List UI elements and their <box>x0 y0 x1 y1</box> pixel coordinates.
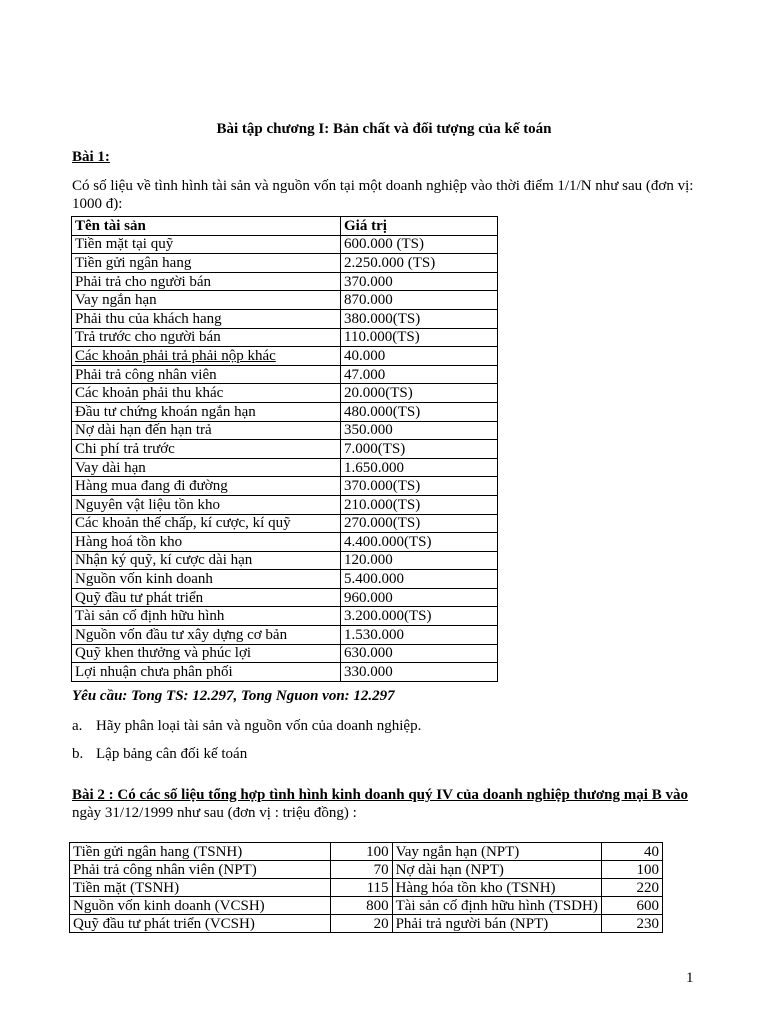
asset-value-cell: 47.000 <box>341 365 498 384</box>
bai2-heading <box>72 786 702 822</box>
asset-name-cell: Vay dài hạn <box>72 458 341 477</box>
right-amount-cell: 600 <box>601 897 662 915</box>
right-item-cell: Nợ dài hạn (NPT) <box>392 861 601 879</box>
table-row <box>72 570 498 589</box>
table-row <box>72 421 498 440</box>
item-text: Lập bảng cân đối kế toán <box>96 746 248 762</box>
left-amount-cell: 70 <box>331 861 392 879</box>
asset-name-cell: Quỹ khen thưởng và phúc lợi <box>72 644 341 663</box>
asset-name-cell: Hàng hoá tồn kho <box>72 533 341 552</box>
table-row <box>70 915 663 933</box>
asset-name-cell: Vay ngắn hạn <box>72 291 341 310</box>
asset-name-cell: Tiền mặt tại quỹ <box>72 235 341 254</box>
table-row <box>72 347 498 366</box>
asset-value-cell: 2.250.000 (TS) <box>341 254 498 273</box>
right-amount-cell: 40 <box>601 843 662 861</box>
asset-value-cell: 870.000 <box>341 291 498 310</box>
left-amount-cell: 800 <box>331 897 392 915</box>
asset-name-cell: Quỹ đầu tư phát triển <box>72 588 341 607</box>
bai1-intro: Có số liệu về tình hình tài sản và nguồn vốn tại một doanh nghiệp vào thời điểm 1/1/N như sau (đơn vị: 1000 đ): <box>72 178 694 212</box>
bai1-heading: Bài 1: <box>72 149 110 165</box>
table-row <box>72 644 498 663</box>
item-label: a. <box>72 718 83 734</box>
item-label: b. <box>72 746 84 762</box>
table-row <box>72 663 498 682</box>
asset-value-cell: 270.000(TS) <box>341 514 498 533</box>
header-name: Tên tài sản <box>72 217 341 236</box>
table-row <box>72 254 498 273</box>
asset-name-cell: Tài sản cố định hữu hình <box>72 607 341 626</box>
asset-value-cell: 350.000 <box>341 421 498 440</box>
table-row <box>72 626 498 645</box>
bai2-heading-bold: Bài 2 : Có các số liệu tổng hợp tình hình kinh doanh quý IV của doanh nghiệp thương mại B vào <box>72 787 688 803</box>
bai1-table-body <box>72 235 498 681</box>
left-item-cell: Tiền mặt (TSNH) <box>70 879 331 897</box>
asset-value-cell: 110.000(TS) <box>341 328 498 347</box>
asset-name-cell: Nguồn vốn kinh doanh <box>72 570 341 589</box>
asset-value-cell: 370.000(TS) <box>341 477 498 496</box>
asset-name-cell: Tiền gửi ngân hang <box>72 254 341 273</box>
asset-value-cell: 1.530.000 <box>341 626 498 645</box>
asset-value-cell: 20.000(TS) <box>341 384 498 403</box>
right-amount-cell: 230 <box>601 915 662 933</box>
asset-value-cell: 7.000(TS) <box>341 440 498 459</box>
table-row <box>72 440 498 459</box>
bai1-item-a <box>72 718 421 735</box>
left-item-cell: Nguồn vốn kinh doanh (VCSH) <box>70 897 331 915</box>
asset-value-cell: 480.000(TS) <box>341 402 498 421</box>
bai1-item-b <box>72 746 247 763</box>
table-row <box>72 309 498 328</box>
asset-value-cell: 330.000 <box>341 663 498 682</box>
page-number: 1 <box>686 970 694 986</box>
asset-name-cell: Trả trước cho người bán <box>72 328 341 347</box>
table-row <box>70 897 663 915</box>
left-amount-cell: 115 <box>331 879 392 897</box>
asset-value-cell: 5.400.000 <box>341 570 498 589</box>
asset-value-cell: 380.000(TS) <box>341 309 498 328</box>
left-item-cell: Phải trả công nhân viên (NPT) <box>70 861 331 879</box>
asset-value-cell: 600.000 (TS) <box>341 235 498 254</box>
asset-name-cell: Phải thu của khách hang <box>72 309 341 328</box>
asset-name-cell: Chi phí trả trước <box>72 440 341 459</box>
table-row <box>72 328 498 347</box>
asset-value-cell: 3.200.000(TS) <box>341 607 498 626</box>
bai1-requirement: Yêu cầu: Tong TS: 12.297, Tong Nguon von: 12.297 <box>72 688 395 704</box>
asset-name-cell: Nguyên vật liệu tồn kho <box>72 495 341 514</box>
asset-name-cell: Phải trả công nhân viên <box>72 365 341 384</box>
table-row <box>72 477 498 496</box>
page-title: Bài tập chương I: Bản chất và đối tượng của kế toán <box>216 121 552 137</box>
bai1-table <box>71 216 498 682</box>
asset-name-cell: Nợ dài hạn đến hạn trả <box>72 421 341 440</box>
table-row <box>70 879 663 897</box>
asset-name-cell: Đầu tư chứng khoán ngắn hạn <box>72 402 341 421</box>
table-row <box>72 235 498 254</box>
right-item-cell: Hàng hóa tồn kho (TSNH) <box>392 879 601 897</box>
left-amount-cell: 100 <box>331 843 392 861</box>
table-row <box>72 495 498 514</box>
asset-value-cell: 4.400.000(TS) <box>341 533 498 552</box>
table-row <box>72 514 498 533</box>
asset-value-cell: 630.000 <box>341 644 498 663</box>
table-row <box>72 291 498 310</box>
table-row <box>72 365 498 384</box>
asset-value-cell: 370.000 <box>341 272 498 291</box>
right-item-cell: Tài sản cố định hữu hình (TSDH) <box>392 897 601 915</box>
table-row <box>72 533 498 552</box>
asset-value-cell: 1.650.000 <box>341 458 498 477</box>
asset-name-cell: Các khoản thế chấp, kí cược, kí quỹ <box>72 514 341 533</box>
table-row <box>70 843 663 861</box>
asset-name-cell: Lợi nhuận chưa phân phối <box>72 663 341 682</box>
asset-value-cell: 40.000 <box>341 347 498 366</box>
right-item-cell: Vay ngắn hạn (NPT) <box>392 843 601 861</box>
table-row <box>72 588 498 607</box>
table-row <box>72 272 498 291</box>
table-row <box>72 384 498 403</box>
right-amount-cell: 220 <box>601 879 662 897</box>
left-item-cell: Tiền gửi ngân hang (TSNH) <box>70 843 331 861</box>
table-row <box>72 551 498 570</box>
bai1-table-header-row <box>72 217 498 236</box>
table-row <box>70 861 663 879</box>
asset-value-cell: 210.000(TS) <box>341 495 498 514</box>
asset-name-cell: Phải trả cho người bán <box>72 272 341 291</box>
right-amount-cell: 100 <box>601 861 662 879</box>
bai2-table <box>69 842 663 933</box>
asset-name-cell: Các khoản phải thu khác <box>72 384 341 403</box>
asset-value-cell: 960.000 <box>341 588 498 607</box>
table-row <box>72 402 498 421</box>
asset-name-cell: Các khoản phải trả phải nộp khác <box>72 347 341 366</box>
table-row <box>72 458 498 477</box>
asset-name-cell: Nguồn vốn đầu tư xây dựng cơ bản <box>72 626 341 645</box>
bai2-table-body <box>70 843 663 933</box>
header-value: Giá trị <box>341 217 498 236</box>
right-item-cell: Phải trả người bán (NPT) <box>392 915 601 933</box>
bai2-heading-rest: ngày 31/12/1999 như sau (đơn vị : triệu đồng) : <box>72 805 357 821</box>
left-item-cell: Quỹ đầu tư phát triển (VCSH) <box>70 915 331 933</box>
asset-value-cell: 120.000 <box>341 551 498 570</box>
table-row <box>72 607 498 626</box>
item-text: Hãy phân loại tài sản và nguồn vốn của doanh nghiệp. <box>96 718 422 734</box>
left-amount-cell: 20 <box>331 915 392 933</box>
asset-name-cell: Nhận ký quỹ, kí cược dài hạn <box>72 551 341 570</box>
asset-name-cell: Hàng mua đang đi đường <box>72 477 341 496</box>
